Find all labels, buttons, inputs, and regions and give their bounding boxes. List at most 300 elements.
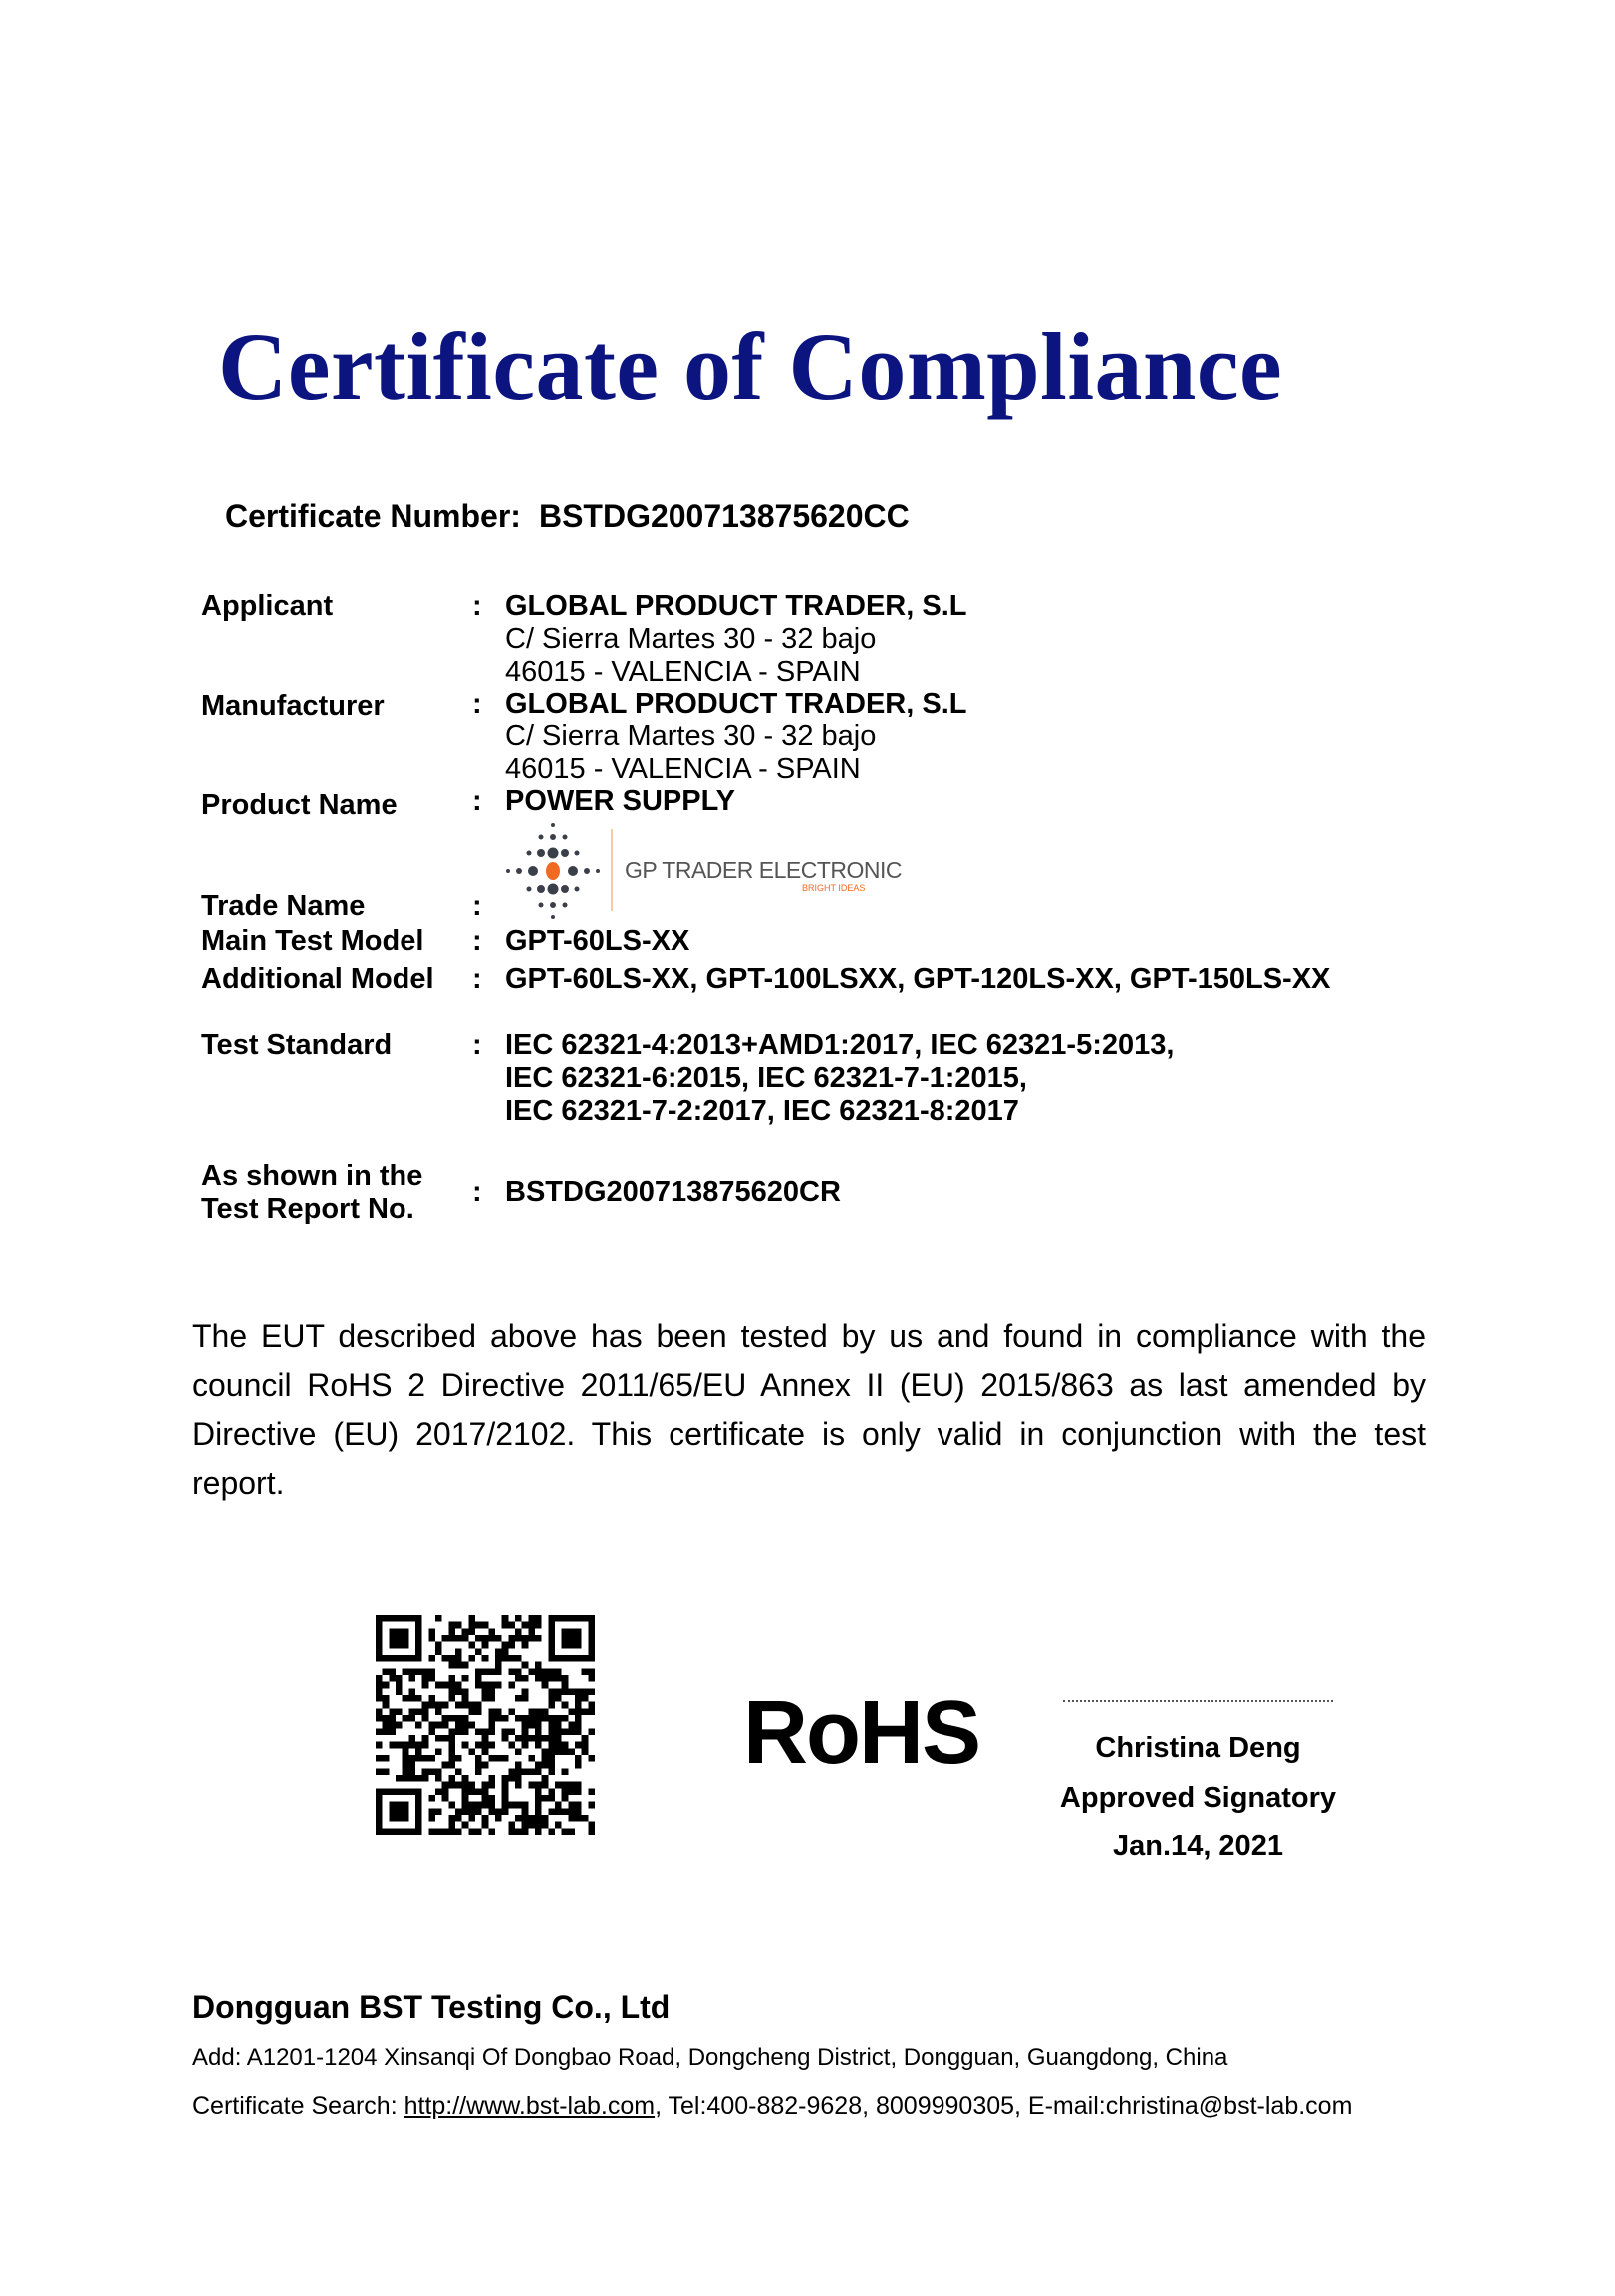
qr-module xyxy=(376,1802,383,1809)
qr-module xyxy=(422,1675,429,1682)
qr-module xyxy=(468,1622,475,1629)
logo-dots-icon xyxy=(503,821,603,921)
qr-module xyxy=(495,1808,502,1815)
qr-module xyxy=(502,1715,509,1722)
qr-module xyxy=(548,1695,555,1702)
qr-module xyxy=(575,1688,582,1695)
qr-module xyxy=(582,1615,589,1622)
separator: : xyxy=(472,590,482,622)
qr-module xyxy=(422,1755,429,1762)
qr-module xyxy=(389,1615,396,1622)
qr-module xyxy=(455,1728,462,1735)
qr-module xyxy=(555,1668,562,1675)
qr-module xyxy=(455,1622,462,1629)
qr-module xyxy=(435,1828,442,1835)
qr-module xyxy=(475,1788,482,1795)
qr-module xyxy=(376,1715,383,1722)
qr-module xyxy=(422,1775,429,1782)
qr-module xyxy=(455,1782,462,1789)
qr-module xyxy=(376,1682,383,1689)
qr-module xyxy=(376,1642,383,1649)
qr-module xyxy=(415,1722,422,1729)
qr-module xyxy=(462,1728,469,1735)
qr-module xyxy=(575,1815,582,1822)
qr-module xyxy=(448,1662,455,1669)
qr-module xyxy=(508,1682,515,1689)
qr-module xyxy=(468,1782,475,1789)
qr-module xyxy=(488,1728,495,1735)
qr-module xyxy=(415,1748,422,1755)
qr-module xyxy=(376,1675,383,1682)
qr-module xyxy=(555,1695,562,1702)
qr-module xyxy=(588,1755,595,1762)
qr-module xyxy=(535,1635,542,1642)
qr-module xyxy=(488,1775,495,1782)
qr-module xyxy=(428,1808,435,1815)
qr-module xyxy=(588,1668,595,1675)
qr-module xyxy=(488,1708,495,1715)
qr-module xyxy=(442,1795,449,1802)
qr-module xyxy=(535,1675,542,1682)
qr-module xyxy=(442,1715,449,1722)
qr-module xyxy=(528,1628,535,1635)
qr-module xyxy=(522,1688,529,1695)
qr-module xyxy=(488,1695,495,1702)
qr-module xyxy=(575,1802,582,1809)
qr-module xyxy=(383,1722,390,1729)
manufacturer-label: Manufacturer xyxy=(201,690,385,721)
additional-model-value: GPT-60LS-XX, GPT-100LSXX, GPT-120LS-XX, GPT-150LS-XX xyxy=(505,963,1331,995)
qr-module xyxy=(488,1688,495,1695)
qr-module xyxy=(515,1655,522,1662)
separator: : xyxy=(472,1176,482,1208)
product-name-label: Product Name xyxy=(201,789,398,821)
qr-module xyxy=(475,1755,482,1762)
qr-module xyxy=(555,1728,562,1735)
signature-date: Jan.14, 2021 xyxy=(1113,1830,1283,1862)
qr-module xyxy=(555,1802,562,1809)
qr-module xyxy=(428,1768,435,1775)
qr-module xyxy=(383,1728,390,1735)
qr-module xyxy=(548,1808,555,1815)
qr-module xyxy=(548,1762,555,1769)
rohs-mark: RoHS xyxy=(743,1683,979,1783)
qr-module xyxy=(462,1795,469,1802)
qr-module xyxy=(548,1828,555,1835)
qr-module xyxy=(389,1668,396,1675)
qr-module xyxy=(383,1755,390,1762)
qr-module xyxy=(475,1768,482,1775)
qr-module xyxy=(408,1775,415,1782)
qr-module xyxy=(396,1828,403,1835)
qr-module xyxy=(515,1695,522,1702)
qr-module xyxy=(562,1808,569,1815)
qr-module xyxy=(376,1688,383,1695)
qr-module xyxy=(468,1828,475,1835)
qr-module xyxy=(442,1782,449,1789)
qr-module xyxy=(562,1742,569,1749)
qr-module xyxy=(396,1742,403,1749)
qr-module xyxy=(582,1748,589,1755)
qr-module xyxy=(575,1762,582,1769)
qr-module xyxy=(475,1702,482,1709)
qr-module xyxy=(462,1635,469,1642)
qr-module xyxy=(468,1802,475,1809)
qr-module xyxy=(448,1815,455,1822)
qr-module xyxy=(403,1808,409,1815)
qr-module xyxy=(588,1642,595,1649)
qr-module xyxy=(428,1722,435,1729)
qr-module xyxy=(448,1822,455,1829)
qr-module xyxy=(468,1655,475,1662)
qr-module xyxy=(462,1702,469,1709)
qr-module xyxy=(588,1802,595,1809)
qr-module xyxy=(548,1688,555,1695)
qr-module xyxy=(389,1722,396,1729)
qr-module xyxy=(442,1655,449,1662)
qr-module xyxy=(575,1788,582,1795)
company-address: Add: A1201-1204 Xinsanqi Of Dongbao Road, Dongcheng District, Dongguan, Guangdong, China xyxy=(192,2044,1228,2071)
qr-module xyxy=(448,1655,455,1662)
qr-module xyxy=(515,1802,522,1809)
qr-module xyxy=(568,1642,575,1649)
qr-module xyxy=(396,1708,403,1715)
qr-module xyxy=(442,1722,449,1729)
qr-module xyxy=(582,1655,589,1662)
qr-module xyxy=(389,1808,396,1815)
qr-module xyxy=(588,1788,595,1795)
qr-module xyxy=(575,1642,582,1649)
qr-module xyxy=(435,1735,442,1742)
qr-module xyxy=(588,1828,595,1835)
qr-module xyxy=(535,1795,542,1802)
qr-module xyxy=(535,1722,542,1729)
qr-module xyxy=(508,1742,515,1749)
logo-tagline: BRIGHT IDEAS xyxy=(802,883,866,893)
qr-module xyxy=(376,1822,383,1829)
qr-module xyxy=(535,1762,542,1769)
qr-module xyxy=(455,1828,462,1835)
qr-module xyxy=(396,1722,403,1729)
qr-module xyxy=(515,1748,522,1755)
qr-module xyxy=(415,1668,422,1675)
qr-module xyxy=(535,1828,542,1835)
separator: : xyxy=(472,890,482,922)
qr-module xyxy=(515,1668,522,1675)
certificate-search-label: Certificate Search: xyxy=(192,2092,398,2120)
qr-module xyxy=(376,1628,383,1635)
qr-module xyxy=(588,1635,595,1642)
qr-module xyxy=(522,1815,529,1822)
qr-module xyxy=(428,1655,435,1662)
qr-module xyxy=(515,1735,522,1742)
qr-module xyxy=(482,1622,489,1629)
qr-module xyxy=(562,1702,569,1709)
qr-module xyxy=(528,1755,535,1762)
qr-module xyxy=(448,1755,455,1762)
qr-module xyxy=(575,1655,582,1662)
qr-module xyxy=(582,1735,589,1742)
qr-module xyxy=(408,1755,415,1762)
qr-module xyxy=(408,1828,415,1835)
qr-module xyxy=(462,1782,469,1789)
qr-module xyxy=(562,1782,569,1789)
qr-module xyxy=(428,1755,435,1762)
qr-module xyxy=(408,1742,415,1749)
qr-module xyxy=(462,1822,469,1829)
qr-module xyxy=(428,1628,435,1635)
qr-module xyxy=(488,1682,495,1689)
qr-module xyxy=(389,1742,396,1749)
qr-module xyxy=(455,1722,462,1729)
qr-module xyxy=(568,1655,575,1662)
qr-module xyxy=(462,1675,469,1682)
page-title: Certificate of Compliance xyxy=(218,313,1283,420)
qr-module xyxy=(515,1768,522,1775)
qr-module xyxy=(542,1782,549,1789)
qr-module xyxy=(528,1668,535,1675)
qr-module xyxy=(403,1815,409,1822)
qr-module xyxy=(383,1655,390,1662)
certificate-number-label: Certificate Number: xyxy=(225,498,521,534)
qr-module xyxy=(455,1662,462,1669)
manufacturer-value xyxy=(505,688,966,786)
qr-module xyxy=(495,1655,502,1662)
qr-module xyxy=(502,1755,509,1762)
qr-module xyxy=(442,1788,449,1795)
qr-module xyxy=(482,1815,489,1822)
test-standard-line: IEC 62321-6:2015, IEC 62321-7-1:2015, xyxy=(505,1062,1027,1094)
qr-module xyxy=(389,1642,396,1649)
qr-module xyxy=(535,1768,542,1775)
trade-name-label: Trade Name xyxy=(201,890,366,922)
qr-module xyxy=(568,1788,575,1795)
qr-module xyxy=(462,1788,469,1795)
qr-module xyxy=(482,1682,489,1689)
qr-module xyxy=(415,1695,422,1702)
qr-module xyxy=(396,1788,403,1795)
qr-module xyxy=(415,1622,422,1629)
qr-module xyxy=(422,1668,429,1675)
qr-module xyxy=(548,1628,555,1635)
qr-module xyxy=(482,1762,489,1769)
qr-module xyxy=(475,1668,482,1675)
qr-module xyxy=(448,1622,455,1629)
qr-module xyxy=(482,1782,489,1789)
qr-module xyxy=(482,1742,489,1749)
qr-module xyxy=(408,1688,415,1695)
qr-module xyxy=(568,1615,575,1622)
qr-module xyxy=(403,1655,409,1662)
qr-module xyxy=(389,1715,396,1722)
qr-module xyxy=(582,1708,589,1715)
qr-module xyxy=(403,1755,409,1762)
qr-module xyxy=(396,1642,403,1649)
qr-module xyxy=(555,1748,562,1755)
main-test-model-value: GPT-60LS-XX xyxy=(505,925,690,957)
qr-module xyxy=(428,1795,435,1802)
qr-module xyxy=(455,1688,462,1695)
qr-module xyxy=(442,1682,449,1689)
qr-module xyxy=(522,1622,529,1629)
qr-module xyxy=(435,1775,442,1782)
qr-module xyxy=(455,1682,462,1689)
qr-module xyxy=(495,1662,502,1669)
qr-module xyxy=(442,1762,449,1769)
qr-module xyxy=(568,1628,575,1635)
qr-module xyxy=(389,1708,396,1715)
qr-module xyxy=(383,1828,390,1835)
qr-module xyxy=(403,1748,409,1755)
qr-module xyxy=(542,1762,549,1769)
qr-module xyxy=(535,1742,542,1749)
qr-module xyxy=(575,1782,582,1789)
qr-module xyxy=(435,1615,442,1622)
qr-module xyxy=(462,1742,469,1749)
qr-module xyxy=(588,1702,595,1709)
applicant-label: Applicant xyxy=(201,590,334,622)
qr-module xyxy=(422,1708,429,1715)
qr-module xyxy=(535,1815,542,1822)
qr-module xyxy=(482,1728,489,1735)
qr-module xyxy=(528,1768,535,1775)
qr-code[interactable] xyxy=(376,1615,595,1835)
qr-module xyxy=(555,1675,562,1682)
qr-module xyxy=(542,1675,549,1682)
qr-module xyxy=(508,1802,515,1809)
manufacturer-name: GLOBAL PRODUCT TRADER, S.L xyxy=(505,688,967,719)
qr-module xyxy=(568,1708,575,1715)
qr-module xyxy=(448,1675,455,1682)
qr-module xyxy=(528,1782,535,1789)
website-link[interactable]: http://www.bst-lab.com xyxy=(404,2092,656,2120)
qr-module xyxy=(415,1655,422,1662)
qr-module xyxy=(435,1648,442,1655)
qr-module xyxy=(548,1622,555,1629)
qr-module xyxy=(408,1735,415,1742)
qr-module xyxy=(428,1702,435,1709)
qr-module xyxy=(568,1808,575,1815)
qr-module xyxy=(422,1768,429,1775)
qr-module xyxy=(462,1688,469,1695)
qr-module xyxy=(376,1728,383,1735)
qr-module xyxy=(548,1615,555,1622)
qr-module xyxy=(383,1768,390,1775)
trade-name-logo xyxy=(503,821,902,921)
product-name-value: POWER SUPPLY xyxy=(505,785,735,817)
test-standard-line: IEC 62321-7-2:2017, IEC 62321-8:2017 xyxy=(505,1095,1019,1127)
qr-module xyxy=(455,1702,462,1709)
qr-module xyxy=(403,1775,409,1782)
qr-module xyxy=(428,1668,435,1675)
qr-module xyxy=(448,1728,455,1735)
qr-module xyxy=(488,1828,495,1835)
qr-module xyxy=(588,1648,595,1655)
qr-module xyxy=(548,1655,555,1662)
qr-module xyxy=(396,1802,403,1809)
qr-module xyxy=(415,1775,422,1782)
qr-module xyxy=(462,1808,469,1815)
qr-module xyxy=(548,1668,555,1675)
qr-module xyxy=(542,1795,549,1802)
qr-module xyxy=(522,1675,529,1682)
qr-module xyxy=(562,1688,569,1695)
qr-module xyxy=(522,1728,529,1735)
qr-module xyxy=(515,1628,522,1635)
qr-module xyxy=(455,1635,462,1642)
qr-module xyxy=(415,1788,422,1795)
qr-module xyxy=(403,1715,409,1722)
qr-module xyxy=(515,1762,522,1769)
signatory-title: Approved Signatory xyxy=(1059,1782,1337,1814)
qr-module xyxy=(448,1628,455,1635)
qr-module xyxy=(403,1768,409,1775)
qr-module xyxy=(575,1695,582,1702)
qr-module xyxy=(568,1802,575,1809)
qr-module xyxy=(448,1828,455,1835)
qr-module xyxy=(522,1735,529,1742)
test-report-label xyxy=(201,1160,422,1226)
qr-module xyxy=(428,1728,435,1735)
qr-module xyxy=(562,1615,569,1622)
qr-module xyxy=(448,1715,455,1722)
qr-module xyxy=(528,1822,535,1829)
qr-module xyxy=(482,1635,489,1642)
qr-module xyxy=(482,1655,489,1662)
test-report-label-line: As shown in the xyxy=(201,1160,423,1192)
qr-module xyxy=(448,1748,455,1755)
qr-module xyxy=(455,1648,462,1655)
qr-module xyxy=(428,1695,435,1702)
qr-module xyxy=(468,1815,475,1822)
qr-module xyxy=(508,1668,515,1675)
compliance-statement: The EUT described above has been tested by us and found in compliance with the council RoHS 2 Directive 2011/65/EU Annex II (EU) 2015/863 as last amended by Directive (EU) 2017/2102. This certificate is only valid in conjunction with the test report. xyxy=(192,1318,1426,1501)
qr-module xyxy=(575,1628,582,1635)
qr-module xyxy=(376,1635,383,1642)
qr-module xyxy=(408,1695,415,1702)
qr-module xyxy=(562,1715,569,1722)
qr-module xyxy=(522,1808,529,1815)
qr-module xyxy=(582,1742,589,1749)
qr-module xyxy=(408,1615,415,1622)
qr-module xyxy=(555,1782,562,1789)
qr-module xyxy=(548,1702,555,1709)
qr-module xyxy=(383,1715,390,1722)
qr-module xyxy=(482,1695,489,1702)
qr-module xyxy=(575,1808,582,1815)
qr-module xyxy=(575,1715,582,1722)
qr-module xyxy=(455,1655,462,1662)
qr-module xyxy=(408,1708,415,1715)
qr-module xyxy=(508,1655,515,1662)
qr-module xyxy=(435,1642,442,1649)
qr-module xyxy=(508,1728,515,1735)
qr-module xyxy=(495,1648,502,1655)
main-test-model-label: Main Test Model xyxy=(201,925,424,957)
qr-module xyxy=(408,1675,415,1682)
qr-module xyxy=(389,1655,396,1662)
qr-module xyxy=(389,1728,396,1735)
qr-module xyxy=(588,1708,595,1715)
qr-module xyxy=(482,1822,489,1829)
applicant-address-1: C/ Sierra Martes 30 - 32 bajo xyxy=(505,623,877,655)
qr-module xyxy=(548,1742,555,1749)
qr-module xyxy=(408,1788,415,1795)
qr-module xyxy=(428,1675,435,1682)
qr-module xyxy=(475,1675,482,1682)
qr-module xyxy=(515,1828,522,1835)
qr-module xyxy=(408,1762,415,1769)
